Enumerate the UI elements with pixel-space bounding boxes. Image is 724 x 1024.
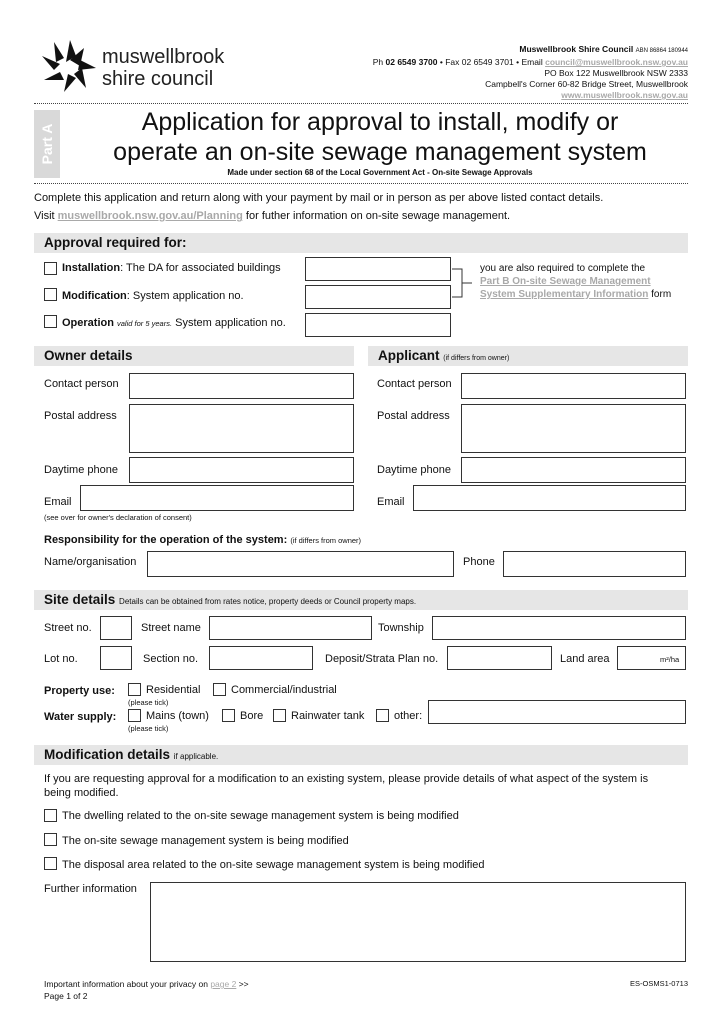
lot-no-label: Lot no. xyxy=(44,653,78,665)
residential-checkbox[interactable] xyxy=(128,683,141,696)
applicant-postal-field[interactable] xyxy=(461,404,686,453)
bore-label: Bore xyxy=(240,710,264,722)
modification-heading: Modification details if applicable. xyxy=(44,747,219,762)
land-area-label: Land area xyxy=(560,653,610,665)
section-no-label: Section no. xyxy=(143,653,199,665)
planning-link[interactable]: muswellbrook.nsw.gov.au/Planning xyxy=(57,210,243,222)
applicant-email-field[interactable] xyxy=(413,485,686,511)
township-field[interactable] xyxy=(432,616,686,640)
land-area-unit: m²/ha xyxy=(660,655,680,664)
please-tick-note-1: (please tick) xyxy=(128,698,169,707)
po-box: PO Box 122 Muswellbrook NSW 2333 xyxy=(544,68,688,78)
operation-checkbox[interactable] xyxy=(44,315,57,328)
system-modified-checkbox[interactable] xyxy=(44,833,57,846)
owner-postal-label: Postal address xyxy=(44,410,117,422)
part-tab xyxy=(34,110,60,178)
name-org-field[interactable] xyxy=(147,551,454,577)
property-use-label: Property use: xyxy=(44,685,115,697)
owner-email-label: Email xyxy=(44,496,72,508)
resp-phone-label: Phone xyxy=(463,556,495,568)
resp-phone-field[interactable] xyxy=(503,551,686,577)
bracket-connector xyxy=(452,262,474,302)
rainwater-checkbox[interactable] xyxy=(273,709,286,722)
responsibility-heading: Responsibility for the operation of the system: (if differs from owner) xyxy=(44,534,362,546)
contact-block: Muswellbrook Shire Council ABN 86864 180944 Ph 02 6549 3700 • Fax 02 6549 3701 • Email council@muswellbrook.nsw.gov.au PO Box 122 Muswellbrook NSW 2333 Campbell's Corner 60-82 Bridge Street, Muswellbrook www.muswellbrook.nsw.gov.au xyxy=(372,44,688,100)
modification-checkbox[interactable] xyxy=(44,288,57,301)
installation-label: Installation: The DA for associated buildings xyxy=(62,262,281,274)
owner-contact-field[interactable] xyxy=(129,373,354,399)
website-link[interactable]: www.muswellbrook.nsw.gov.au xyxy=(561,90,688,100)
email-label: Email xyxy=(521,57,543,67)
residential-label: Residential xyxy=(146,684,201,696)
installation-checkbox[interactable] xyxy=(44,262,57,275)
deposit-label: Deposit/Strata Plan no. xyxy=(325,653,439,665)
fax-number: 02 6549 3701 xyxy=(461,57,514,67)
approval-heading: Approval required for: xyxy=(44,235,187,250)
applicant-heading: Applicant (if differs from owner) xyxy=(378,348,510,363)
street-address: Campbell's Corner 60-82 Bridge Street, Muswellbrook xyxy=(485,79,688,89)
intro-line1: Complete this application and return along with your payment by mail or in person as per above listed contact details. xyxy=(34,192,604,204)
operation-label: Operation valid for 5 years. System application no. xyxy=(62,317,286,329)
operation-app-no-field[interactable] xyxy=(305,313,451,337)
dwelling-modified-checkbox[interactable] xyxy=(44,809,57,822)
owner-email-field[interactable] xyxy=(80,485,354,511)
other-water-field[interactable] xyxy=(428,700,686,724)
part-b-note xyxy=(480,262,671,301)
privacy-page-link[interactable]: page 2 xyxy=(210,979,237,989)
applicant-phone-label: Daytime phone xyxy=(377,464,451,476)
disposal-modified-label: The disposal area related to the on-site sewage management system is being modified xyxy=(62,859,485,871)
owner-heading: Owner details xyxy=(44,348,133,363)
owner-phone-field[interactable] xyxy=(129,457,354,483)
street-name-label: Street name xyxy=(141,622,201,634)
owner-phone-label: Daytime phone xyxy=(44,464,118,476)
section-no-field[interactable] xyxy=(209,646,313,670)
applicant-contact-field[interactable] xyxy=(461,373,686,399)
township-label: Township xyxy=(378,622,424,634)
installation-da-field[interactable] xyxy=(305,257,451,281)
logo-text-line2: shire council xyxy=(102,68,214,90)
note-line1: you are also required to complete the xyxy=(480,263,646,274)
disposal-modified-checkbox[interactable] xyxy=(44,857,57,870)
title-divider xyxy=(34,183,688,184)
email-link[interactable]: council@muswellbrook.nsw.gov.au xyxy=(545,57,688,67)
note-end: form xyxy=(651,289,672,300)
phone-label: Ph xyxy=(372,57,384,67)
mains-label: Mains (town) xyxy=(146,710,209,722)
street-name-field[interactable] xyxy=(209,616,372,640)
site-heading: Site details Details can be obtained from rates notice, property deeds or Council property maps. xyxy=(44,592,417,607)
part-tab-label: Part A xyxy=(39,123,55,165)
further-info-field[interactable] xyxy=(150,882,686,962)
part-b-link-line2[interactable]: System Supplementary Information xyxy=(480,289,649,300)
form-code: ES-OSMS1-0713 xyxy=(630,979,688,988)
logo-text-line1: muswellbrook xyxy=(102,46,225,68)
other-checkbox[interactable] xyxy=(376,709,389,722)
page-subtitle: Made under section 68 of the Local Government Act - On-site Sewage Approvals xyxy=(227,168,533,177)
header-divider xyxy=(34,103,688,104)
modification-label: Modification: System application no. xyxy=(62,290,244,302)
abn: ABN 86864 180944 xyxy=(635,48,688,54)
owner-postal-field[interactable] xyxy=(129,404,354,453)
star-logo-icon xyxy=(40,38,98,94)
phone-number: 02 6549 3700 xyxy=(385,57,438,67)
visit-label: Visit xyxy=(34,210,55,222)
street-no-field[interactable] xyxy=(100,616,132,640)
mains-checkbox[interactable] xyxy=(128,709,141,722)
commercial-label: Commercial/industrial xyxy=(231,684,337,696)
applicant-contact-label: Contact person xyxy=(377,378,452,390)
dwelling-modified-label: The dwelling related to the on-site sewage management system is being modified xyxy=(62,810,459,822)
privacy-note: Important information about your privacy on page 2 >> xyxy=(44,979,249,989)
lot-no-field[interactable] xyxy=(100,646,132,670)
water-supply-label: Water supply: xyxy=(44,711,117,723)
other-label: other: xyxy=(394,710,423,722)
street-no-label: Street no. xyxy=(44,622,92,634)
intro-line2-rest: for futher information on on-site sewage management. xyxy=(245,210,511,222)
applicant-postal-label: Postal address xyxy=(377,410,450,422)
consent-note: (see over for owner's declaration of consent) xyxy=(44,513,192,522)
logo xyxy=(40,38,260,94)
rainwater-label: Rainwater tank xyxy=(291,710,365,722)
page-number: Page 1 of 2 xyxy=(44,991,88,1001)
fax-label: Fax xyxy=(445,57,460,67)
commercial-checkbox[interactable] xyxy=(213,683,226,696)
part-b-link-line1[interactable]: Part B On-site Sewage Management xyxy=(480,276,651,287)
intro-line2 xyxy=(34,210,510,222)
owner-contact-label: Contact person xyxy=(44,378,119,390)
system-modified-label: The on-site sewage management system is being modified xyxy=(62,835,349,847)
applicant-phone-field[interactable] xyxy=(461,457,686,483)
page-title-line2: operate an on-site sewage management system xyxy=(113,138,647,166)
name-org-label: Name/organisation xyxy=(44,556,137,568)
further-info-label: Further information xyxy=(44,883,137,895)
bore-checkbox[interactable] xyxy=(222,709,235,722)
page-title-line1: Application for approval to install, modify or xyxy=(141,108,619,136)
deposit-field[interactable] xyxy=(447,646,552,670)
please-tick-note-2: (please tick) xyxy=(128,724,169,733)
modification-app-no-field[interactable] xyxy=(305,285,451,309)
org-name: Muswellbrook Shire Council xyxy=(519,44,634,54)
applicant-email-label: Email xyxy=(377,496,405,508)
modification-intro-line2: being modified. xyxy=(44,787,119,799)
modification-intro-line1: If you are requesting approval for a modification to an existing system, please provide details of what aspect of the system is xyxy=(44,773,649,785)
